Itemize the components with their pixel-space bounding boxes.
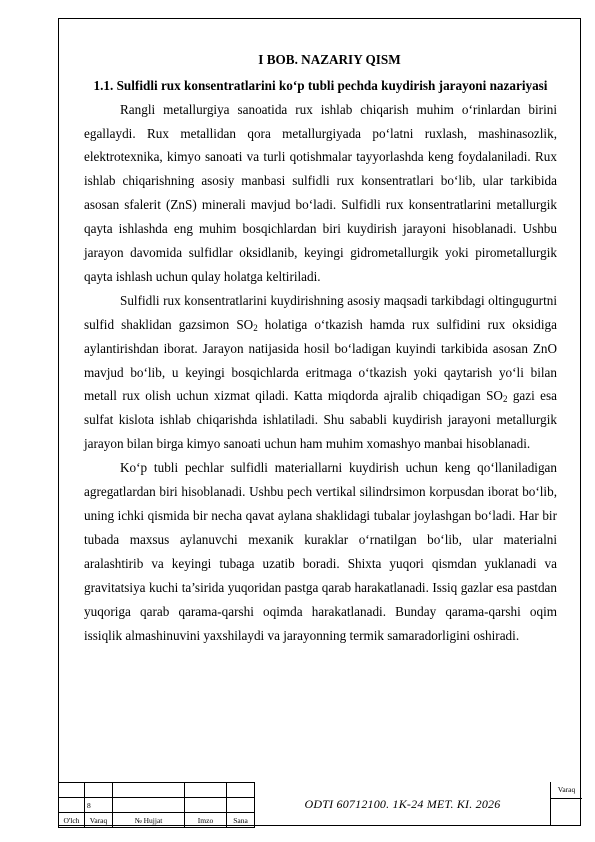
title-block-stamp: [58, 782, 581, 826]
paragraph-2-part-2: holatiga o‘tkazish hamda rux sulfidini rux oksidiga aylantirishdan iborat. Jarayon natijasida hosil bo‘ladigan kuyindi tarkibida asosan ZnO mavjud bo‘lib, u keyingi bosqichlarda eritmaga o‘tkazish yoki qaytarish yo‘li bilan metall rux olish uchun xizmat qiladi. Katta miqdorda ajralib chiqadigan SO: [84, 316, 557, 404]
document-code: ODTI 60712100. 1K-24 MET. KI. 2026: [254, 782, 550, 826]
col-hujjat-label: № Hujjat: [113, 813, 185, 828]
sheet-label: Varaq: [551, 782, 582, 799]
col-olch-label: O'lch: [59, 813, 85, 828]
subscript-2b: 2: [502, 394, 508, 405]
sheet-box: [550, 782, 581, 826]
stamp-grid: [58, 782, 255, 828]
chapter-heading: I BOB. NAZARIY QISM: [258, 52, 401, 67]
section-heading: 1.1. Sulfidli rux konsentratlarini ko‘p tubli pechda kuydirish jarayoni nazariyasi: [93, 78, 548, 93]
paragraph-3: Ko‘p tubli pechlar sulfidli materiallarni kuydirish uchun keng qo‘llaniladigan agregatlardan biri hisoblanadi. Ushbu pech vertikal silindrsimon korpusdan iborat bo‘lib, uning ichki qismida bir necha qavat aylana shaklidagi tubalar joylashgan bo‘ladi. Har bir tubada maxsus aylanuvchi mexanik kuraklar o‘rnatilgan bo‘lib, ular materialni aralashtirib va keyingi tubaga uzatib boradi. Shixta yuqori qismdan yuklanadi va gravitatsiya kuchi ta’sirida yuqoridan pastga qarab harakatlanadi. Issiq gazlar esa pastdan yuqoriga qarab qarama-qarshi oqimda harakatlanadi. Bunday qarama-qarshi oqim issiqlik almashinuvini yaxshilaydi va jarayonning termik samaradorligini oshiradi.: [84, 460, 557, 643]
paragraph-2-part-1: Sulfidli rux konsentratlarini kuydirishning asosiy maqsadi tarkibdagi oltingugurtni sulfid shaklidan gazsimon SO: [84, 292, 557, 332]
paragraph-1: Rangli metallurgiya sanoatida rux ishlab chiqarish muhim o‘rinlardan birini egallaydi. Rux metallidan qora metallurgiyada po‘latni ruxlash, mashinasozlik, elektrotexnika, kimyo sanoati va turli qotishmalar tayyorlashda keng foydalaniladi. Rux ishlab chiqarishning asosiy manbasi sulfidli rux konsentratlari bo‘lib, ular tarkibida asosan sfalerit (ZnS) minerali mavjud bo‘ladi. Sulfidli rux konsentratlarini metallurgik qayta ishlashda eng muhim bosqichlardan biri kuydirish jarayoni hisoblanadi. Ushbu jarayon davomida sulfidlar oksidlanib, keyingi gidrometallurgik yoki pirometallurgik qayta ishlash uchun qulay holatga keltiriladi.: [84, 101, 557, 284]
document-body: [84, 50, 557, 647]
paragraph-2-part-3: gazi esa sulfat kislota ishlab chiqarishda ishlatiladi. Shu sababli kuydirish jarayoni metallurgik jarayon bilan birga kimyo sanoati uchun ham muhim xomashyo manbai hisoblanadi.: [84, 388, 558, 452]
subscript-2a: 2: [253, 322, 258, 333]
col-varaq-label: Varaq: [85, 813, 113, 828]
col-sana-label: Sana: [227, 813, 255, 828]
page-number: 8: [85, 798, 113, 813]
col-imzo-label: Imzo: [185, 813, 227, 828]
paragraph-2: [84, 289, 557, 456]
